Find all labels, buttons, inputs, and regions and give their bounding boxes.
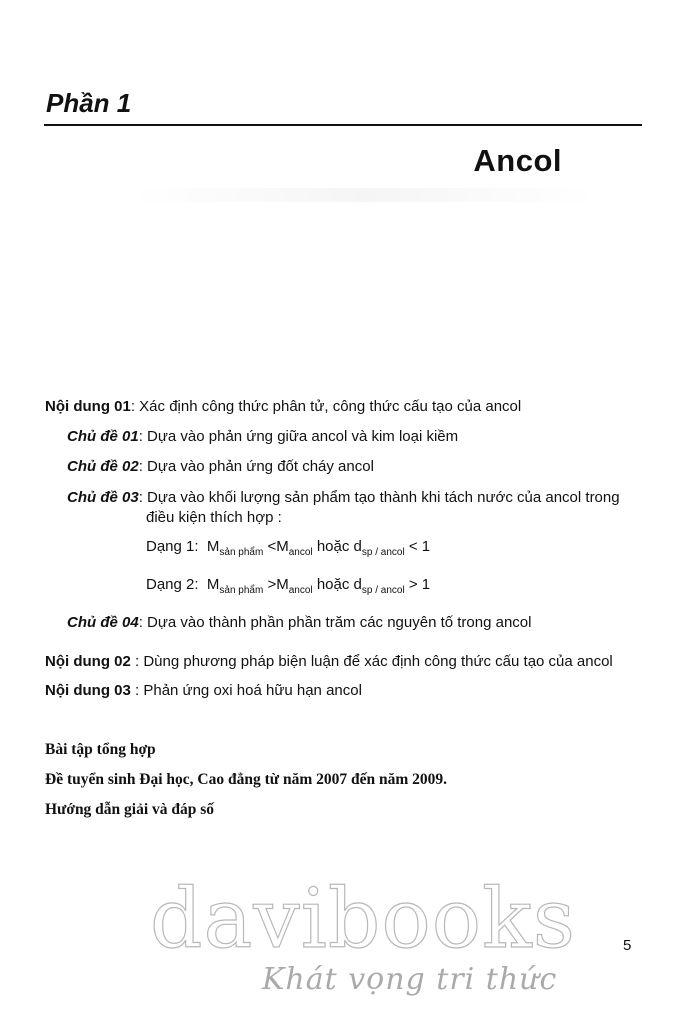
toc-topic-03-text: : Dựa vào khối lượng sản phẩm tạo thành khi tách nước của ancol trong [138, 489, 620, 506]
toc-content-01 [45, 398, 521, 416]
toc-form-2 [146, 576, 430, 596]
toc-topic-02 [67, 458, 374, 476]
toc-topic-04 [67, 614, 532, 632]
form-1-m2: M [276, 538, 289, 555]
toc-content-03-label: Nội dung 03 [45, 682, 131, 699]
toc-topic-03 [67, 489, 620, 507]
toc-topic-01 [67, 428, 458, 446]
toc-topic-02-text: : Dựa vào phản ứng đốt cháy ancol [138, 458, 374, 475]
part-label: Phần 1 [46, 88, 132, 118]
form-1-tail: < 1 [408, 538, 431, 555]
toc-content-03-text: : Phản ứng oxi hoá hữu hạn ancol [130, 682, 362, 699]
toc-content-03 [45, 682, 362, 700]
form-2-sub-ratio: sp / ancol [361, 585, 405, 596]
show-through-smudge [130, 188, 600, 202]
form-2-m2: M [276, 576, 289, 593]
form-1-m: M [206, 538, 220, 555]
toc-topic-02-label: Chủ đề 02 [67, 458, 139, 475]
toc-topic-04-text: : Dựa vào thành phần phần trăm các nguyên tố trong ancol [138, 614, 532, 631]
form-2-m: M [206, 576, 220, 593]
header-rule [44, 124, 642, 126]
entrance-exams: Đề tuyển sinh Đại học, Cao đẳng từ năm 2007 đến năm 2009. [45, 771, 448, 788]
summary-exercises: Bài tập tổng hợp [45, 741, 156, 758]
watermark-tagline: Khát vọng tri thức [262, 962, 558, 997]
form-1-relation: < [267, 538, 277, 555]
form-1-sub-ancol: ancol [288, 547, 313, 558]
toc-topic-03-continuation: điều kiện thích hợp : [146, 509, 282, 526]
form-2-mid: hoặc d [316, 576, 362, 593]
toc-topic-03-label: Chủ đề 03 [67, 489, 139, 506]
form-2-tail: > 1 [408, 576, 431, 593]
page-number: 5 [623, 937, 632, 954]
form-2-sub-ancol: ancol [288, 585, 313, 596]
toc-topic-04-label: Chủ đề 04 [67, 614, 139, 631]
toc-form-1 [146, 538, 430, 558]
form-2-prefix: Dạng 2: [146, 576, 199, 593]
toc-content-01-label: Nội dung 01 [45, 398, 131, 415]
form-1-sub-ratio: sp / ancol [361, 547, 405, 558]
toc-topic-01-label: Chủ đề 01 [67, 428, 139, 445]
solutions-answers: Hướng dẫn giải và đáp số [45, 801, 215, 818]
watermark-logo: davibooks [150, 872, 576, 967]
toc-content-02-label: Nội dung 02 [45, 653, 131, 670]
chapter-title: Ancol [473, 143, 562, 178]
form-2-sub-product: sản phẩm [219, 585, 264, 596]
toc-content-02 [45, 653, 613, 671]
form-2-relation: > [267, 576, 277, 593]
toc-content-02-text: : Dùng phương pháp biện luận để xác định công thức cấu tạo của ancol [130, 653, 613, 670]
toc-content-01-text: : Xác định công thức phân tử, công thức cấu tạo của ancol [130, 398, 522, 415]
form-1-mid: hoặc d [316, 538, 362, 555]
toc-topic-01-text: : Dựa vào phản ứng giữa ancol và kim loại kiềm [138, 428, 459, 445]
form-1-sub-product: sản phẩm [219, 547, 264, 558]
form-1-prefix: Dạng 1: [146, 538, 199, 555]
